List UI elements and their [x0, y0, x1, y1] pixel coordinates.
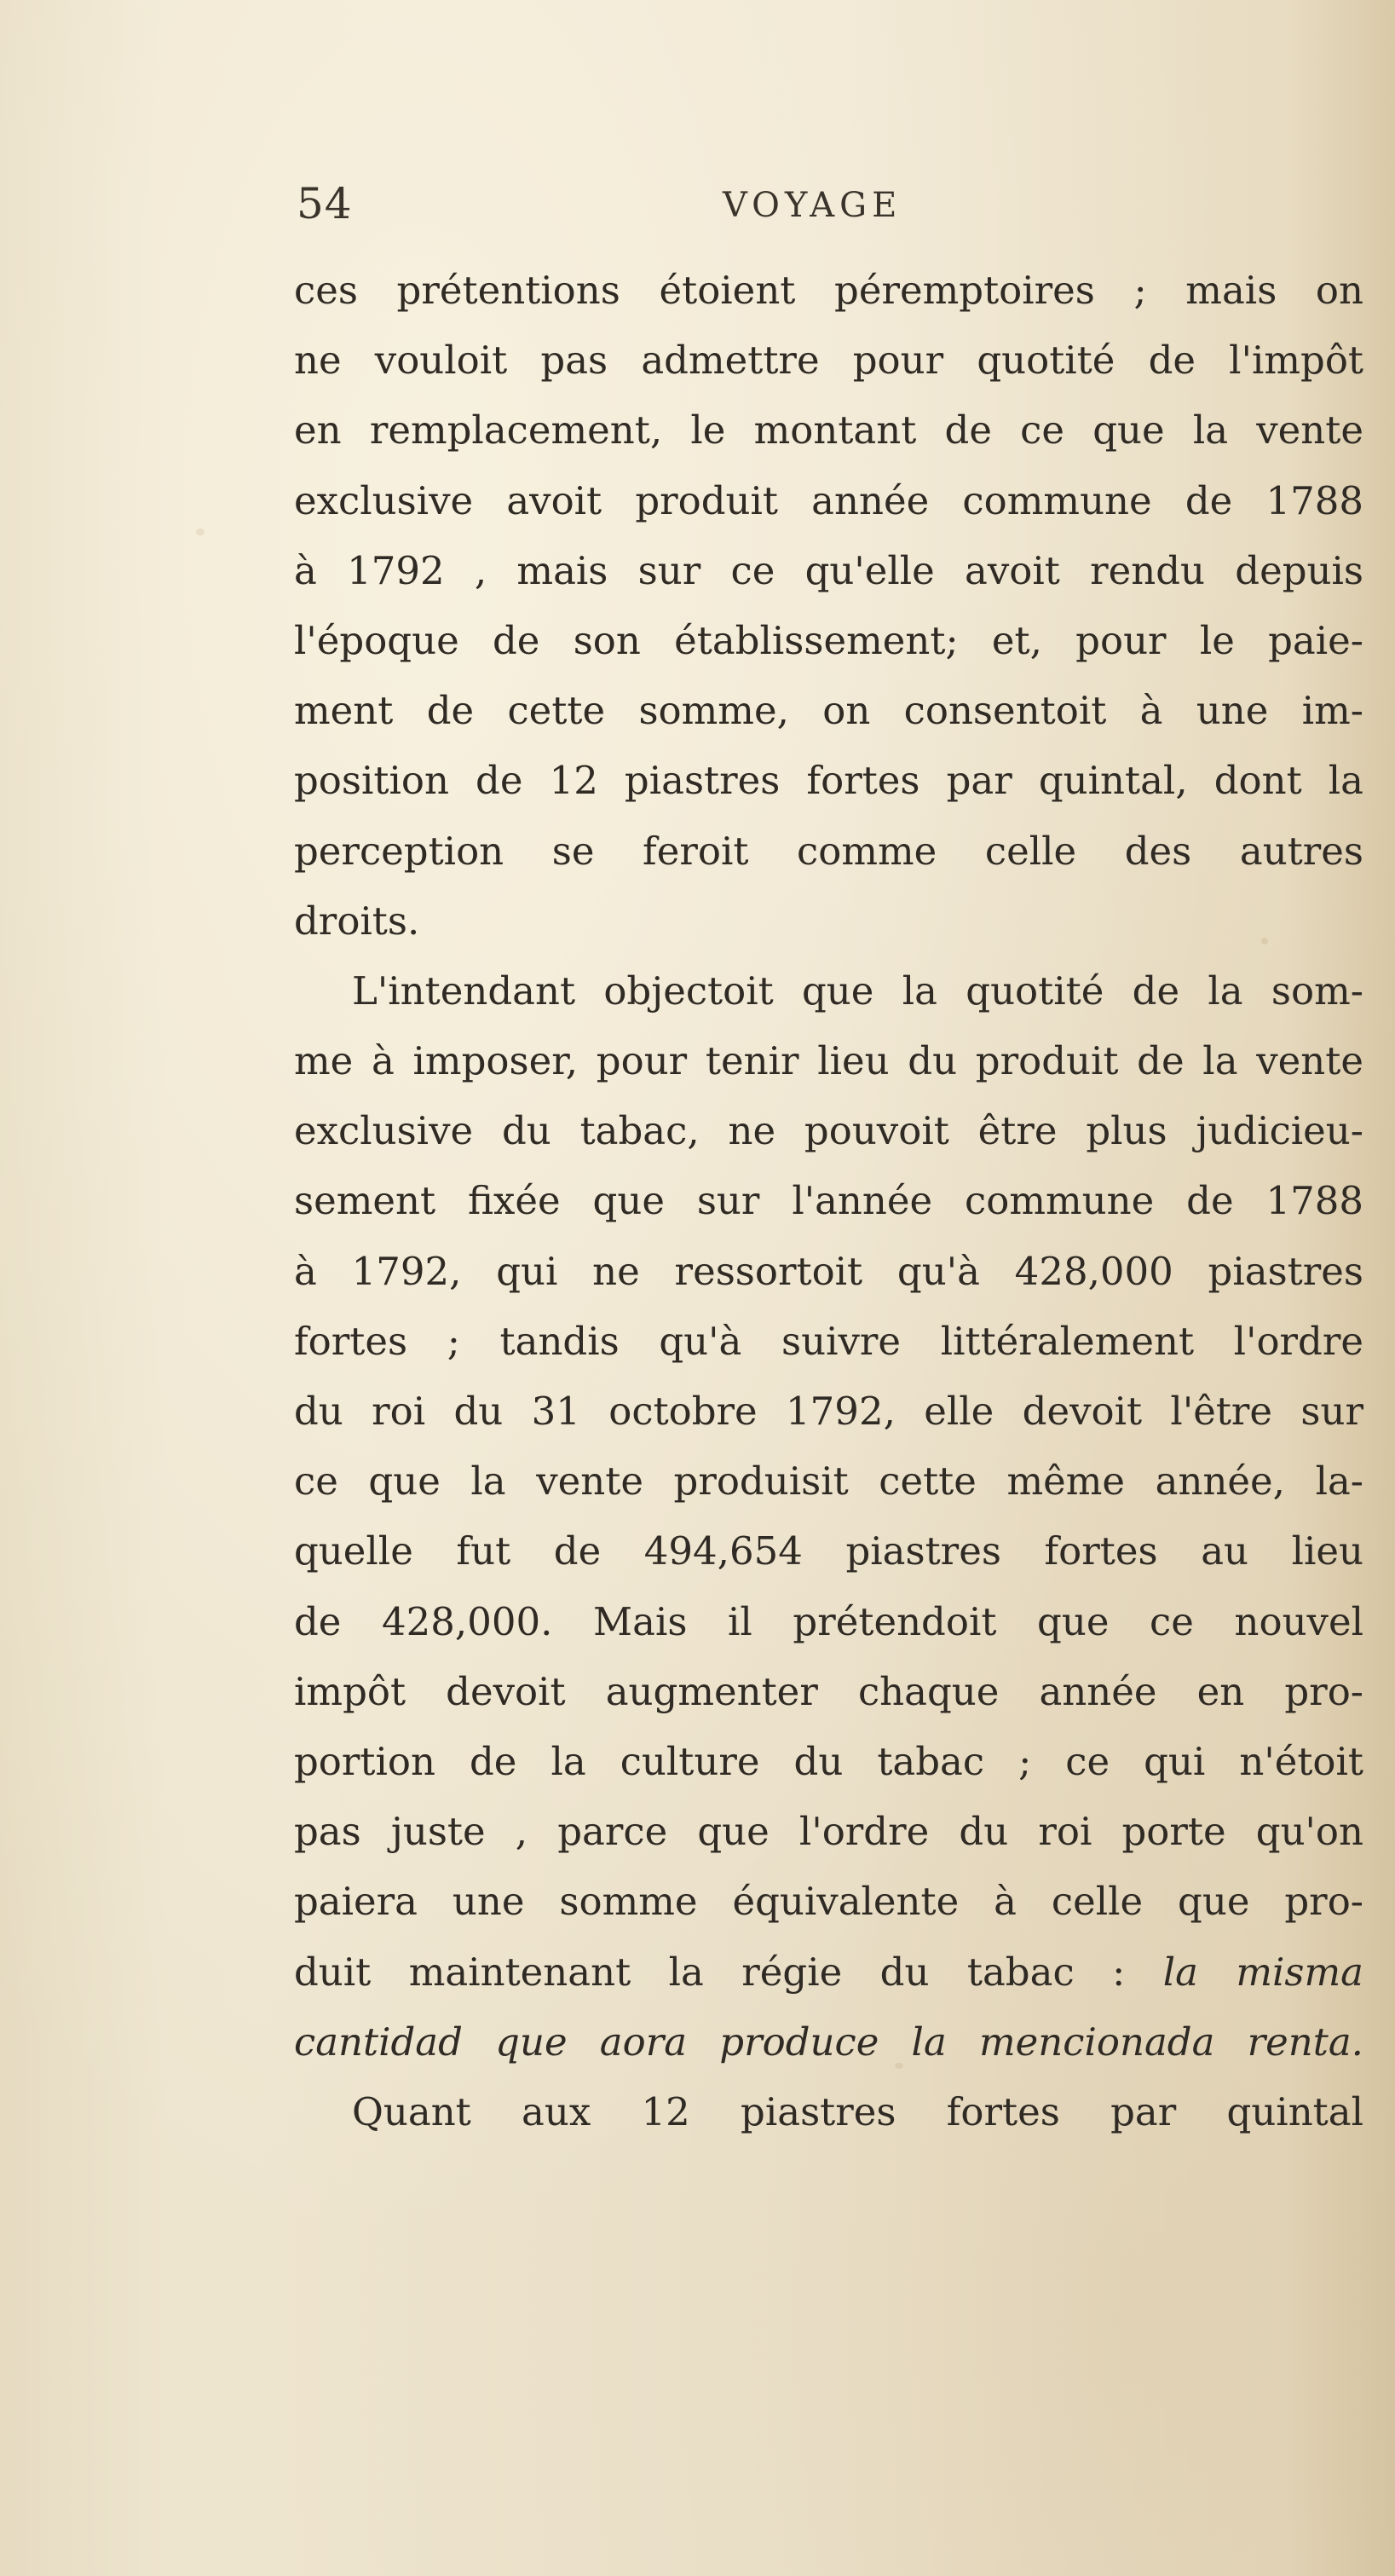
text-line-roman: duit maintenant la régie du tabac :: [294, 1949, 1163, 1995]
text-line: [294, 887, 1363, 956]
text-line: [294, 1657, 1363, 1727]
body-text: [294, 256, 1363, 2147]
text-line-roman: à 1792, qui ne ressortoit qu'à 428,000 piastres: [294, 1248, 1363, 1294]
text-line-roman: L'intendant objectoit que la quotité de la som-: [352, 967, 1363, 1014]
page-header: [297, 179, 1362, 230]
text-line: [294, 256, 1363, 326]
text-line: [294, 1166, 1363, 1236]
text-line-roman: quelle fut de 494,654 piastres fortes au lieu: [294, 1528, 1363, 1574]
text-line-roman: impôt devoit augmenter chaque année en pro-: [294, 1668, 1363, 1714]
text-line-roman: l'époque de son établissement; et, pour le paie-: [294, 617, 1363, 663]
text-line: [294, 956, 1363, 1026]
text-line: [294, 1377, 1363, 1447]
text-line: [294, 466, 1363, 536]
text-line-roman: ce que la vente produisit cette même année, la-: [294, 1458, 1363, 1505]
text-line-roman: à 1792 , mais sur ce qu'elle avoit rendu depuis: [294, 547, 1363, 593]
text-line: [294, 1867, 1363, 1937]
text-line-roman: de 428,000. Mais il prétendoit que ce nouvel: [294, 1598, 1363, 1644]
text-line: [294, 1587, 1363, 1657]
text-line-roman: exclusive avoit produit année commune de 1788: [294, 477, 1363, 523]
text-line-roman: position de 12 piastres fortes par quintal, dont la: [294, 758, 1363, 804]
text-line-roman: me à imposer, pour tenir lieu du produit de la vente: [294, 1038, 1363, 1084]
text-line: [294, 1797, 1363, 1867]
running-head: VOYAGE: [723, 186, 902, 225]
text-line-roman: Quant aux 12 piastres fortes par quintal: [352, 2088, 1363, 2134]
text-line-roman: exclusive du tabac, ne pouvoit être plus judicieu-: [294, 1108, 1363, 1154]
text-line-roman: pas juste , parce que l'ordre du roi porte qu'on: [294, 1809, 1363, 1855]
text-line: [294, 1096, 1363, 1166]
paper-stain: [196, 528, 205, 535]
text-line: [294, 536, 1363, 606]
text-line-roman: sement fixée que sur l'année commune de 1788: [294, 1178, 1363, 1224]
text-line-italic: cantidad que aora produce la mencionada renta.: [294, 2019, 1363, 2065]
text-line: [294, 1938, 1363, 2007]
text-line-roman: droits.: [294, 898, 420, 944]
text-line: [294, 2077, 1363, 2147]
text-line: [294, 746, 1363, 816]
text-line-roman: en remplacement, le montant de ce que la vente: [294, 407, 1363, 453]
text-line: [294, 326, 1363, 396]
text-line: [294, 1516, 1363, 1586]
text-line: [294, 1026, 1363, 1096]
text-line: [294, 1307, 1363, 1377]
text-line-roman: du roi du 31 octobre 1792, elle devoit l'être sur: [294, 1389, 1363, 1434]
text-line: [294, 1447, 1363, 1516]
text-line: [294, 1237, 1363, 1307]
text-line-roman: paiera une somme équivalente à celle que pro-: [294, 1879, 1363, 1925]
text-line-roman: perception se feroit comme celle des autres: [294, 828, 1363, 874]
text-line-roman: portion de la culture du tabac ; ce qui n'étoit: [294, 1738, 1363, 1784]
text-line: [294, 396, 1363, 465]
text-line: [294, 1727, 1363, 1797]
text-line: [294, 606, 1363, 676]
text-line: [294, 676, 1363, 746]
text-line-italic: la misma: [1162, 1949, 1364, 1995]
text-line-roman: ces prétentions étoient péremptoires ; mais on: [294, 268, 1363, 313]
text-line: [294, 817, 1363, 887]
text-line-roman: ment de cette somme, on consentoit à une im-: [294, 688, 1363, 734]
text-line: [294, 2007, 1363, 2077]
text-line-roman: fortes ; tandis qu'à suivre littéralement l'ordre: [294, 1318, 1363, 1364]
page-number: 54: [297, 179, 353, 228]
text-line-roman: ne vouloit pas admettre pour quotité de l'impôt: [294, 338, 1363, 384]
